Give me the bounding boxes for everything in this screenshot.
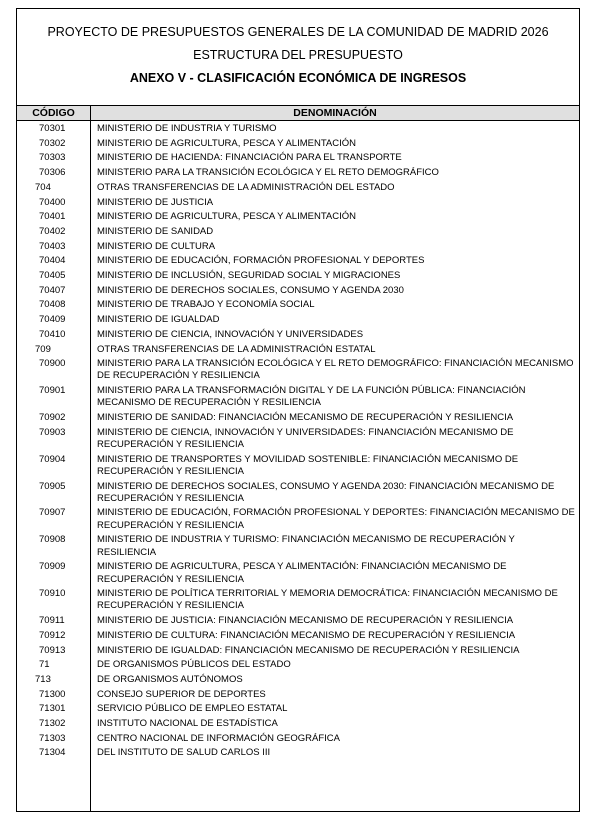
row-denomination: MINISTERIO DE DERECHOS SOCIALES, CONSUMO Y AGENDA 2030: FINANCIACIÓN MECANISMO DE RECUPERACIÓN Y RESILIENCIA bbox=[97, 480, 555, 504]
document-subtitle: ESTRUCTURA DEL PRESUPUESTO bbox=[193, 48, 403, 62]
row-denomination: MINISTERIO DE INCLUSIÓN, SEGURIDAD SOCIAL Y MIGRACIONES bbox=[97, 270, 401, 282]
row-code: 70402 bbox=[39, 225, 66, 237]
row-code: 70410 bbox=[39, 328, 66, 340]
row-code: 70910 bbox=[39, 588, 66, 600]
row-code: 71 bbox=[39, 659, 50, 671]
row-code: 70904 bbox=[39, 453, 66, 465]
document-page bbox=[16, 8, 580, 812]
table-row bbox=[17, 269, 579, 284]
row-denomination: CENTRO NACIONAL DE INFORMACIÓN GEOGRÁFICA bbox=[97, 732, 340, 744]
table-row bbox=[17, 629, 579, 644]
row-denomination: MINISTERIO DE AGRICULTURA, PESCA Y ALIMENTACIÓN bbox=[97, 211, 357, 223]
table-row bbox=[17, 137, 579, 152]
row-code: 71304 bbox=[39, 747, 66, 759]
table-row bbox=[17, 732, 579, 747]
table-row bbox=[17, 384, 579, 411]
row-denomination: MINISTERIO DE CIENCIA, INNOVACIÓN Y UNIVERSIDADES: FINANCIACIÓN MECANISMO DE RECUPERACIÓN Y RESILIENCIA bbox=[97, 426, 514, 450]
row-denomination: MINISTERIO DE JUSTICIA: FINANCIACIÓN MECANISMO DE RECUPERACIÓN Y RESILIENCIA bbox=[97, 615, 514, 627]
table-row bbox=[17, 644, 579, 659]
row-denomination: DEL INSTITUTO DE SALUD CARLOS III bbox=[97, 747, 271, 759]
column-header-code: CÓDIGO bbox=[32, 107, 75, 119]
table-row bbox=[17, 453, 579, 480]
row-denomination: MINISTERIO DE AGRICULTURA, PESCA Y ALIMENTACIÓN bbox=[97, 137, 357, 149]
table-header bbox=[17, 105, 579, 121]
row-denomination: MINISTERIO DE SANIDAD bbox=[97, 225, 214, 237]
table-row bbox=[17, 284, 579, 299]
row-code: 70900 bbox=[39, 358, 66, 370]
row-denomination: MINISTERIO DE CULTURA bbox=[97, 240, 216, 252]
row-code: 70401 bbox=[39, 211, 66, 223]
table-row bbox=[17, 343, 579, 358]
table-row bbox=[17, 122, 579, 137]
table-row bbox=[17, 328, 579, 343]
row-code: 70405 bbox=[39, 270, 66, 282]
column-header-name: DENOMINACIÓN bbox=[293, 107, 377, 119]
table-row bbox=[17, 717, 579, 732]
table-row bbox=[17, 298, 579, 313]
row-denomination: DE ORGANISMOS PÚBLICOS DEL ESTADO bbox=[97, 659, 291, 671]
row-code: 70407 bbox=[39, 284, 66, 296]
row-code: 70301 bbox=[39, 123, 66, 134]
row-code: 71303 bbox=[39, 732, 66, 744]
row-denomination: MINISTERIO PARA LA TRANSICIÓN ECOLÓGICA Y EL RETO DEMOGRÁFICO bbox=[97, 167, 439, 179]
table-row bbox=[17, 587, 579, 614]
row-denomination: MINISTERIO DE JUSTICIA bbox=[97, 196, 214, 208]
row-denomination: MINISTERIO DE AGRICULTURA, PESCA Y ALIMENTACIÓN: FINANCIACIÓN MECANISMO DE RECUPERACIÓN Y RESILIENCIA bbox=[97, 561, 507, 585]
table-row bbox=[17, 166, 579, 181]
row-denomination: MINISTERIO DE INDUSTRIA Y TURISMO: FINANCIACIÓN MECANISMO DE RECUPERACIÓN Y RESILIENCIA bbox=[97, 534, 515, 558]
table-row bbox=[17, 480, 579, 507]
row-denomination: MINISTERIO DE DERECHOS SOCIALES, CONSUMO Y AGENDA 2030 bbox=[97, 284, 404, 296]
table-row bbox=[17, 151, 579, 166]
row-code: 70302 bbox=[39, 137, 66, 149]
table-row bbox=[17, 614, 579, 629]
table-row bbox=[17, 746, 579, 761]
row-denomination: MINISTERIO DE IGUALDAD: FINANCIACIÓN MECANISMO DE RECUPERACIÓN Y RESILIENCIA bbox=[97, 644, 520, 656]
row-denomination: MINISTERIO DE TRABAJO Y ECONOMÍA SOCIAL bbox=[97, 299, 315, 311]
row-code: 70403 bbox=[39, 240, 66, 252]
row-denomination: MINISTERIO DE POLÍTICA TERRITORIAL Y MEMORIA DEMOCRÁTICA: FINANCIACIÓN MECANISMO DE RECUPERACIÓN Y RESILIENCIA bbox=[97, 588, 558, 612]
table-row bbox=[17, 225, 579, 240]
row-denomination: MINISTERIO DE INDUSTRIA Y TURISMO bbox=[97, 123, 277, 134]
row-denomination: SERVICIO PÚBLICO DE EMPLEO ESTATAL bbox=[97, 703, 288, 715]
row-code: 70903 bbox=[39, 426, 66, 438]
row-denomination: OTRAS TRANSFERENCIAS DE LA ADMINISTRACIÓN DEL ESTADO bbox=[97, 181, 395, 193]
row-code: 70306 bbox=[39, 167, 66, 179]
row-code: 704 bbox=[35, 181, 51, 193]
row-denomination: MINISTERIO DE TRANSPORTES Y MOVILIDAD SOSTENIBLE: FINANCIACIÓN MECANISMO DE RECUPERACIÓN Y RESILIENCIA bbox=[97, 453, 519, 477]
table-row bbox=[17, 240, 579, 255]
row-code: 70408 bbox=[39, 299, 66, 311]
table-row bbox=[17, 357, 579, 384]
row-denomination: MINISTERIO DE EDUCACIÓN, FORMACIÓN PROFESIONAL Y DEPORTES bbox=[97, 255, 425, 267]
row-denomination: CONSEJO SUPERIOR DE DEPORTES bbox=[97, 688, 266, 700]
row-code: 709 bbox=[35, 343, 51, 355]
table-row bbox=[17, 688, 579, 703]
table-row bbox=[17, 181, 579, 196]
table-row bbox=[17, 210, 579, 225]
row-code: 70913 bbox=[39, 644, 66, 656]
row-denomination: INSTITUTO NACIONAL DE ESTADÍSTICA bbox=[97, 718, 278, 730]
table-row bbox=[17, 254, 579, 269]
row-code: 713 bbox=[35, 673, 51, 685]
table-row bbox=[17, 313, 579, 328]
row-denomination: MINISTERIO DE HACIENDA: FINANCIACIÓN PARA EL TRANSPORTE bbox=[97, 152, 402, 164]
row-denomination: MINISTERIO DE EDUCACIÓN, FORMACIÓN PROFESIONAL Y DEPORTES: FINANCIACIÓN MECANISMO DE RECUPERACIÓN Y RESILIENCIA bbox=[97, 507, 575, 531]
row-denomination: MINISTERIO PARA LA TRANSFORMACIÓN DIGITAL Y DE LA FUNCIÓN PÚBLICA: FINANCIACIÓN MECANISMO DE RECUPERACIÓN Y RESILIENCIA bbox=[97, 385, 526, 409]
row-code: 71301 bbox=[39, 703, 66, 715]
row-code: 71300 bbox=[39, 688, 66, 700]
table-row bbox=[17, 506, 579, 533]
row-code: 70303 bbox=[39, 152, 66, 164]
table-row bbox=[17, 658, 579, 673]
row-denomination: MINISTERIO DE CULTURA: FINANCIACIÓN MECANISMO DE RECUPERACIÓN Y RESILIENCIA bbox=[97, 629, 516, 641]
row-code: 71302 bbox=[39, 718, 66, 730]
table-row bbox=[17, 533, 579, 560]
row-code: 70912 bbox=[39, 629, 66, 641]
table-row bbox=[17, 426, 579, 453]
row-denomination: MINISTERIO DE SANIDAD: FINANCIACIÓN MECANISMO DE RECUPERACIÓN Y RESILIENCIA bbox=[97, 412, 514, 424]
row-code: 70909 bbox=[39, 561, 66, 573]
row-denomination: MINISTERIO DE CIENCIA, INNOVACIÓN Y UNIVERSIDADES bbox=[97, 328, 364, 340]
table-body bbox=[17, 122, 579, 761]
row-denomination: MINISTERIO DE IGUALDAD bbox=[97, 314, 220, 326]
table-row bbox=[17, 411, 579, 426]
row-denomination: DE ORGANISMOS AUTÓNOMOS bbox=[97, 673, 243, 685]
row-code: 70908 bbox=[39, 534, 66, 546]
table-row bbox=[17, 196, 579, 211]
table-row bbox=[17, 673, 579, 688]
table-row bbox=[17, 702, 579, 717]
annex-title: ANEXO V - CLASIFICACIÓN ECONÓMICA DE INGRESOS bbox=[129, 71, 467, 85]
table-row bbox=[17, 560, 579, 587]
row-code: 70911 bbox=[39, 615, 65, 627]
row-code: 70902 bbox=[39, 412, 66, 424]
row-denomination: OTRAS TRANSFERENCIAS DE LA ADMINISTRACIÓN ESTATAL bbox=[97, 343, 376, 355]
row-code: 70400 bbox=[39, 196, 66, 208]
row-code: 70905 bbox=[39, 480, 66, 492]
row-denomination: MINISTERIO PARA LA TRANSICIÓN ECOLÓGICA Y EL RETO DEMOGRÁFICO: FINANCIACIÓN MECANISMO DE RECUPERACIÓN Y RESILIENCIA bbox=[97, 358, 574, 382]
row-code: 70409 bbox=[39, 314, 66, 326]
row-code: 70907 bbox=[39, 507, 66, 519]
row-code: 70404 bbox=[39, 255, 66, 267]
document-title: PROYECTO DE PRESUPUESTOS GENERALES DE LA COMUNIDAD DE MADRID 2026 bbox=[47, 25, 549, 39]
row-code: 70901 bbox=[39, 385, 66, 397]
